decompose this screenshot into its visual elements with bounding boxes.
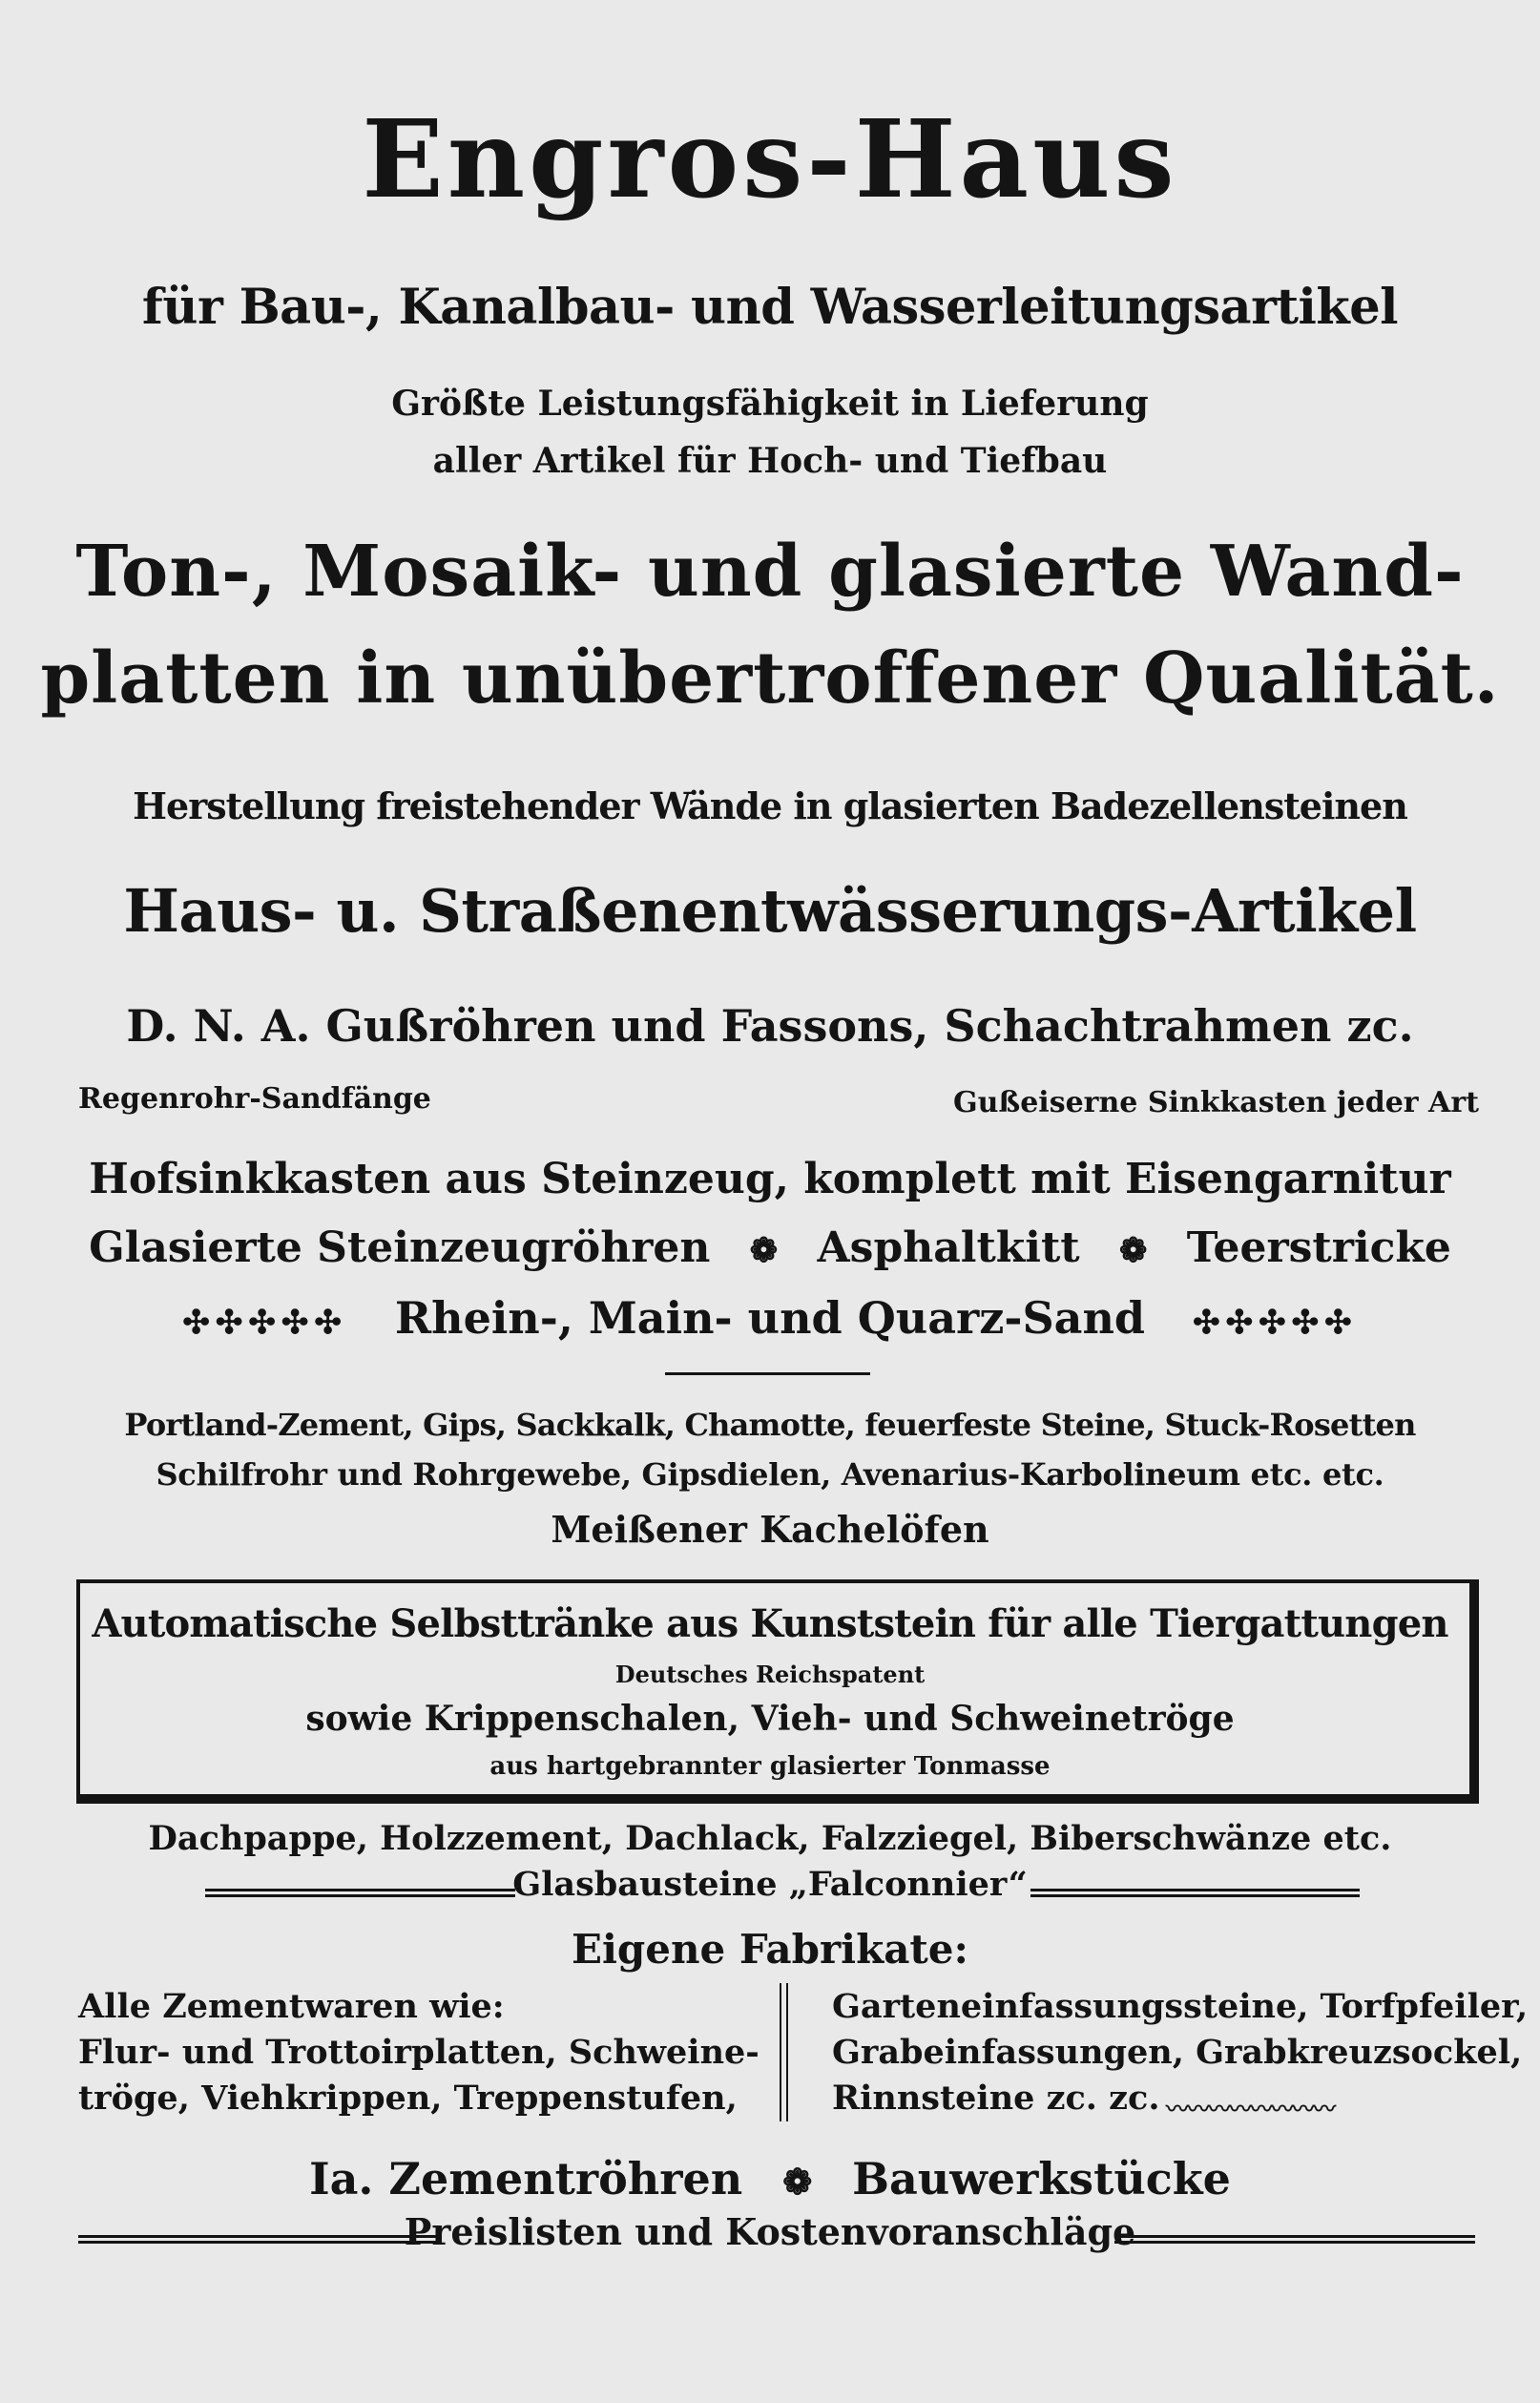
walls-line: Herstellung freistehender Wände in glasierten Badezellensteinen [133,784,1407,827]
subheadline: für Bau-, Kanalbau- und Wasserleitungsartikel [141,279,1399,336]
flower-ornament-icon: ❁ [1118,1231,1148,1270]
tiles-line-2: platten in unübertroffener Qualität. [40,637,1500,720]
flower-ornament-icon: ❁ [749,1231,779,1270]
footer-line: Preislisten und Kostenvoranschläge [404,2210,1136,2253]
tiles-line-1: Ton-, Mosaik- und glasierte Wand- [75,531,1465,613]
stoneware-items [0,1223,1540,1272]
right-column-line-3: Rinnsteine zc. zc. [832,2079,1160,2118]
item-asphalt: Asphaltkitt [817,1223,1080,1272]
sand-label: Rhein-, Main- und Quarz-Sand [394,1292,1146,1344]
star-ornament-icon: ✣✣✣✣✣ [1193,1304,1358,1342]
box-patent: Deutsches Reichspatent [614,1661,926,1688]
roofing-line: Dachpappe, Holzzement, Dachlack, Falzziegel, Biberschwänze etc. [148,1819,1392,1858]
star-ornament-icon: ✣✣✣✣✣ [182,1304,347,1342]
pipes-line: D. N. A. Gußröhren und Fassons, Schachtrahmen zc. [126,1000,1414,1052]
double-rule-right-footer [1114,2235,1475,2244]
left-column-line-1: Alle Zementwaren wie: [78,1987,505,2026]
materials-line-1: Portland-Zement, Gips, Sackkalk, Chamotte, feuerfeste Steine, Stuck-Rosetten [124,1407,1416,1443]
item-glazed-pipes: Glasierte Steinzeugröhren [89,1223,711,1272]
stoneware-line: Hofsinkkasten aus Steinzeug, komplett mit Eisengarnitur [89,1155,1451,1203]
materials-line-2: Schilfrohr und Rohrgewebe, Gipsdielen, Avenarius-Karbolineum etc. etc. [156,1456,1384,1493]
materials-line-3: Meißener Kachelöfen [551,1508,989,1551]
flower-ornament-icon: ❁ [782,2161,813,2203]
divider [665,1372,870,1375]
intro-line-1: Größte Leistungsfähigkeit in Lieferung [391,384,1149,424]
item-tar-ropes: Teerstricke [1186,1223,1451,1272]
glass-line: Glasbausteine „Falconnier“ [512,1865,1028,1904]
cement-pipes-label: Ia. Zementröhren [309,2153,743,2204]
sand-catch-right: Gußeiserne Sinkkasten jeder Art [952,1086,1479,1119]
wave-ornament-icon: 〰〰〰〰〰〰〰〰 [1166,2095,1334,2122]
intro-line-2: aller Artikel für Hoch- und Tiefbau [432,441,1108,481]
box-title: Automatische Selbsttränke aus Kunststein für alle Tiergattungen [92,1601,1448,1646]
left-column-line-3: tröge, Viehkrippen, Treppenstufen, [78,2079,738,2118]
sand-line [0,1292,1540,1344]
left-column-line-2: Flur- und Trottoirplatten, Schweine- [78,2033,760,2072]
right-column-line-2: Grabeinfassungen, Grabkreuzsockel, [832,2033,1523,2072]
column-divider [780,1983,788,2121]
right-column-line-1: Garteneinfassungssteine, Torfpfeiler, [832,1987,1529,2026]
box-line-3: aus hartgebrannter glasierter Tonmasse [489,1752,1051,1781]
own-products-title: Eigene Fabrikate: [571,1926,969,1973]
box-line-2: sowie Krippenschalen, Vieh- und Schweinetröge [305,1699,1235,1739]
structural-parts-label: Bauwerkstücke [852,2153,1231,2204]
double-rule-right [1030,1889,1360,1897]
sand-catch-left: Regenrohr-Sandfänge [78,1082,431,1116]
headline: Engros-Haus [362,97,1178,222]
cement-pipes-line [0,2153,1540,2204]
drainage-title: Haus- u. Straßenentwässerungs-Artikel [123,876,1417,946]
